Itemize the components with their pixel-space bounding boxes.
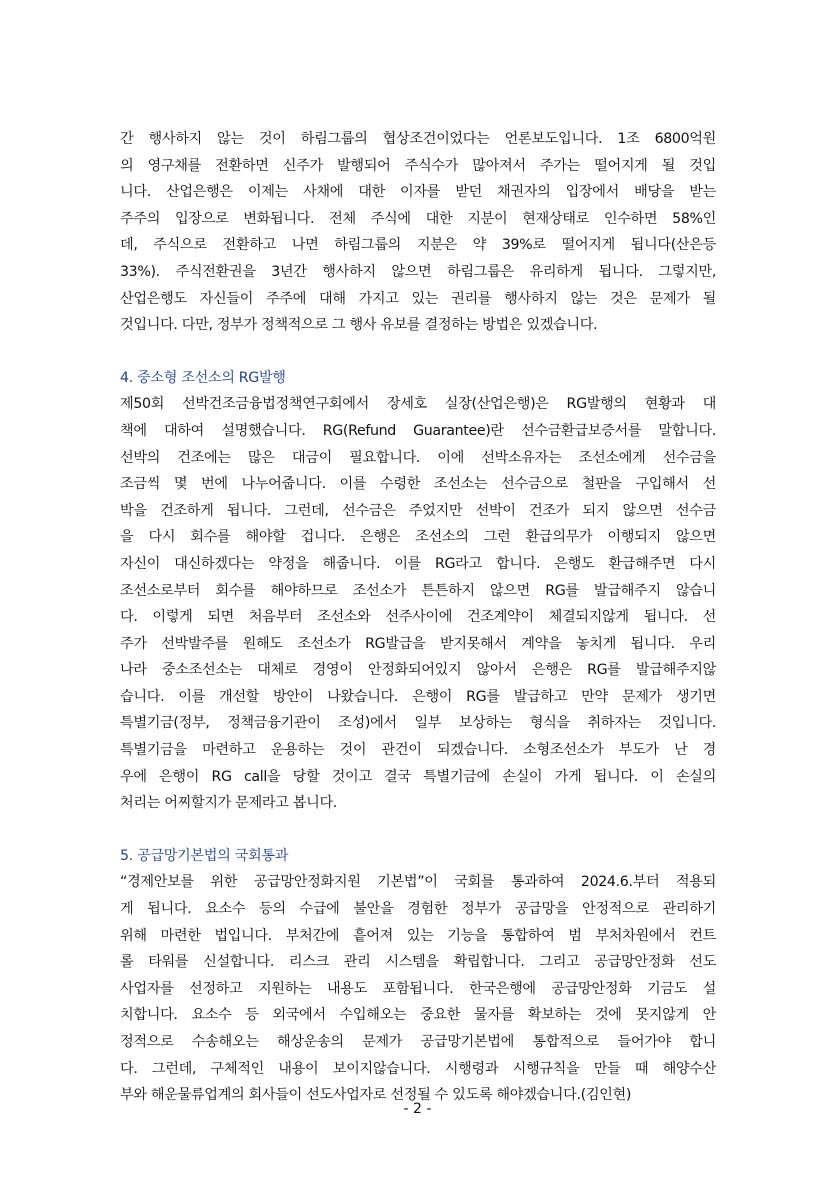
section-4-line: 주가 선박발주를 원해도 조선소가 RG발급을 받지못해서 계약을 놓치게 됩니다. 우리 <box>120 635 716 652</box>
section-4-line: 특별기금(정부, 정책금융기관이 조성)에서 일부 보상하는 형식을 취하자는 것입니다. <box>120 715 716 732</box>
section-5-line: 치합니다. 요소수 등 외국에서 수입해오는 중요한 물자를 확보하는 것에 못지않게 안 <box>120 1007 716 1024</box>
section-5-line: 게 됩니다. 요소수 등의 수급에 불안을 경험한 정부가 공급망을 안정적으로 관리하기 <box>120 901 716 918</box>
intro-line: 데, 주식으로 전환하고 나면 하림그룹의 지분은 약 39%로 떨어지게 됩니다(산은등 <box>120 237 716 254</box>
section-spacer <box>120 339 716 365</box>
section-5-heading: 5. 공급망기본법의 국회통과 <box>120 847 289 864</box>
section-4-line: 책에 대하여 설명했습니다. RG(Refund Guarantee)란 선수금환급보증서를 말합니다. <box>120 422 716 439</box>
section-4-line: 나라 중소조선소는 대체로 경영이 안정화되어있지 않아서 은행은 RG를 발급해주지않 <box>120 662 716 679</box>
intro-line: 주주의 입장으로 변화됩니다. 전체 주식에 대한 지분이 현재상태로 인수하면 58%인 <box>120 210 716 227</box>
section-4-heading: 4. 중소형 조선소의 RG발행 <box>120 369 286 386</box>
intro-line: 33%). 주식전환권을 3년간 행사하지 않으면 하림그룹은 유리하게 됩니다. 그렇지만, <box>120 263 716 280</box>
section-5-line: 사업자를 선정하고 지원하는 내용도 포함됩니다. 한국은행에 공급망안정화 기금도 설 <box>120 980 716 997</box>
section-spacer <box>120 817 716 843</box>
section-5-line: “경제안보를 위한 공급망안정화지원 기본법”이 국회를 통과하여 2024.6.부터 적용되 <box>120 874 716 891</box>
section-4-line: 조금씩 몇 번에 나누어줍니다. 이를 수령한 조선소는 선수금으로 철판을 구입해서 선 <box>120 476 716 493</box>
section-5-line: 정적으로 수송해오는 해상운송의 문제가 공급망기본법에 통합적으로 들어가야 합니 <box>120 1034 716 1050</box>
intro-line: 간 행사하지 않는 것이 하림그룹의 협상조건이었다는 언론보도입니다. 1조 6800억원 <box>120 131 716 147</box>
section-5-paragraph <box>120 869 716 1108</box>
intro-line: 의 영구채를 전환하면 신주가 발행되어 주식수가 많아져서 주가는 떨어지게 될 것입 <box>120 157 716 174</box>
intro-line: 것입니다. 다만, 정부가 정책적으로 그 행사 유보를 결정하는 방법은 있겠습니다. <box>120 317 598 334</box>
section-5-line: 다. 그런데, 구체적인 내용이 보이지않습니다. 시행령과 시행규칙을 만들 때 해양수산 <box>120 1060 716 1077</box>
section-5-line: 위해 마련한 법입니다. 부처간에 흩어져 있는 기능을 통합하여 범 부처차원에서 컨트 <box>120 927 716 944</box>
section-4-line: 습니다. 이를 개선할 방안이 나왔습니다. 은행이 RG를 발급하고 만약 문제가 생기면 <box>120 688 716 705</box>
intro-paragraph <box>120 126 716 339</box>
page-number: - 2 - <box>403 1101 432 1117</box>
section-4-line: 특별기금을 마련하고 운용하는 것이 관건이 되겠습니다. 소형조선소가 부도가 난 경 <box>120 742 716 759</box>
section-5-line: 부와 해운물류업계의 회사들이 선도사업자로 선정될 수 있도록 해야겠습니다.(김인현) <box>120 1087 632 1104</box>
intro-line: 산업은행도 자신들이 주주에 대해 가지고 있는 권리를 행사하지 않는 것은 문제가 될 <box>120 290 716 307</box>
section-4-paragraph <box>120 391 716 817</box>
section-4-line: 다. 이렇게 되면 처음부터 조선소와 선주사이에 건조계약이 체결되지않게 됩니다. 선 <box>120 609 716 626</box>
section-4-line: 박을 건조하게 됩니다. 그런데, 선수금은 주었지만 선박이 건조가 되지 않으면 선수금 <box>120 502 716 519</box>
section-4-line: 을 다시 회수를 해야할 겁니다. 은행은 조선소의 그런 환급의무가 이행되지 않으면 <box>120 529 716 546</box>
document-body <box>120 126 716 1109</box>
section-4-line: 선박의 건조에는 많은 대금이 필요합니다. 이에 선박소유자는 조선소에게 선수금을 <box>120 449 716 466</box>
section-4-line: 자신이 대신하겠다는 약정을 해줍니다. 이를 RG라고 합니다. 은행도 환급해주면 다시 <box>120 555 716 572</box>
section-4-line: 제50회 선박건조금융법정책연구회에서 장세호 실장(산업은행)은 RG발행의 현황과 대 <box>120 396 716 413</box>
intro-line: 니다. 산업은행은 이제는 사채에 대한 이자를 받던 채권자의 입장에서 배당을 받는 <box>120 184 716 201</box>
section-4-line: 처리는 어찌할지가 문제라고 봅니다. <box>120 795 337 812</box>
section-4-line: 조선소로부터 회수를 해야하므로 조선소가 튼튼하지 않으면 RG를 발급해주지 않습니 <box>120 582 716 599</box>
section-4-line: 우에 은행이 RG call을 당할 것이고 결국 특별기금에 손실이 가게 됩니다. 이 손실의 <box>120 768 716 785</box>
section-5-line: 롤 타워를 신설합니다. 리스크 관리 시스템을 확립합니다. 그리고 공급망안정화 선도 <box>120 954 716 971</box>
